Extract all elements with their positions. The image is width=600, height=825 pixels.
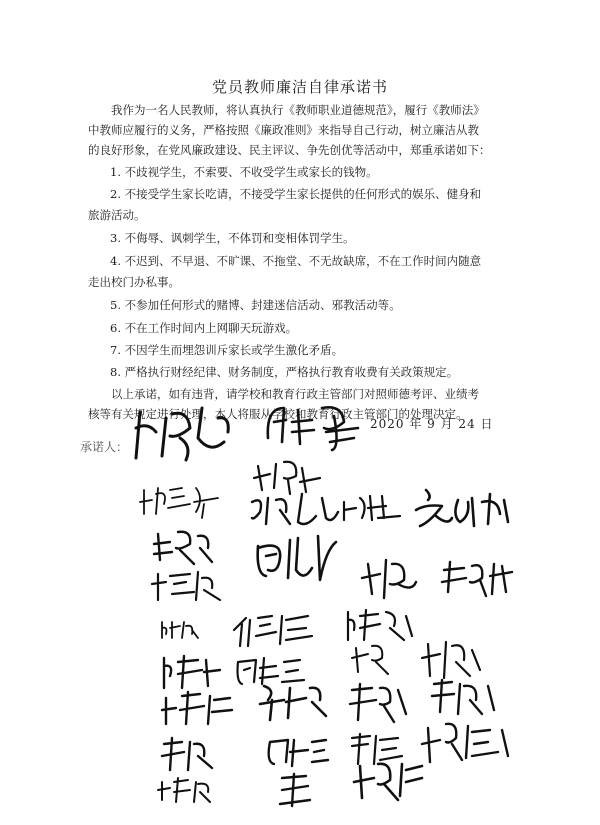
pledge-item-8: 8. 严格执行财经纪律、财务制度，严格执行教育收费有关政策规定。: [110, 365, 459, 379]
pledge-item-7: 7. 不因学生而埋怨训斥家长或学生激化矛盾。: [110, 343, 344, 357]
signature-13: [158, 616, 202, 644]
closing-line-2: 核等有关规定进行处理，本人将服从学校和教育行政主管部门的处理决定。: [88, 407, 468, 421]
pledge-date: 2020 年 9 月 24 日: [370, 417, 494, 431]
intro-line-1: 我作为一名人民教师，将认真执行《教师职业道德规范》，履行《教师法》: [111, 103, 485, 117]
signature-7: [412, 486, 520, 532]
signature-18: [350, 640, 400, 678]
intro-line-3: 的良好形象，在党风廉政建设、民主评议、争先创优等活动中，郑重承诺如下：: [88, 143, 491, 157]
signature-14: [228, 610, 324, 650]
pledge-item-1: 1. 不歧视学生，不索要、不收受学生或家长的钱物。: [110, 165, 378, 179]
pledge-item-5: 5. 不参加任何形式的赌博、封建迷信活动、邪教活动等。: [110, 298, 401, 312]
signature-21: [256, 680, 336, 724]
signature-8: [150, 526, 222, 570]
signature-29: [276, 770, 320, 810]
pledge-item-6: 6. 不在工作时间内上网聊天玩游戏。: [110, 321, 298, 335]
signature-22: [346, 680, 416, 728]
pledge-item-3: 3. 不侮辱、讽刺学生，不体罚和变相体罚学生。: [110, 231, 355, 245]
signature-9: [248, 530, 344, 586]
document-title: 党员教师廉洁自律承诺书: [211, 78, 388, 96]
pledge-item-4-cont: 走出校门办私事。: [88, 275, 180, 289]
signature-20: [160, 688, 240, 728]
signature-2: [262, 398, 372, 456]
signature-27: [418, 718, 518, 770]
signature-24: [158, 734, 228, 774]
signature-5: [246, 488, 346, 530]
pledge-item-2: 2. 不接受学生家长吃请，不接受学生家长提供的任何形式的娱乐、健身和: [110, 187, 482, 201]
signature-10: [358, 554, 428, 604]
signature-6: [338, 488, 408, 526]
signature-11: [436, 556, 522, 602]
signature-28: [156, 776, 216, 806]
intro-line-2: 中教师应履行的义务，严格按照《廉政准则》来指导自己行动，树立廉洁从教: [88, 123, 479, 137]
closing-line-1: 以上承诺，如有违背，请学校和教育行政主管部门对照师德考评、业绩考: [111, 387, 479, 401]
signature-25: [262, 734, 332, 770]
signer-label: 承诺人：: [80, 440, 129, 454]
signature-23: [428, 676, 508, 720]
pledge-item-2-cont: 旅游活动。: [88, 208, 146, 222]
signature-3: [138, 480, 228, 520]
signature-12: [150, 566, 230, 606]
signature-30: [352, 756, 432, 806]
pledge-item-4: 4. 不迟到、不早退、不旷课、不拖堂、不无故缺席，不在工作时间内随意: [110, 254, 482, 268]
